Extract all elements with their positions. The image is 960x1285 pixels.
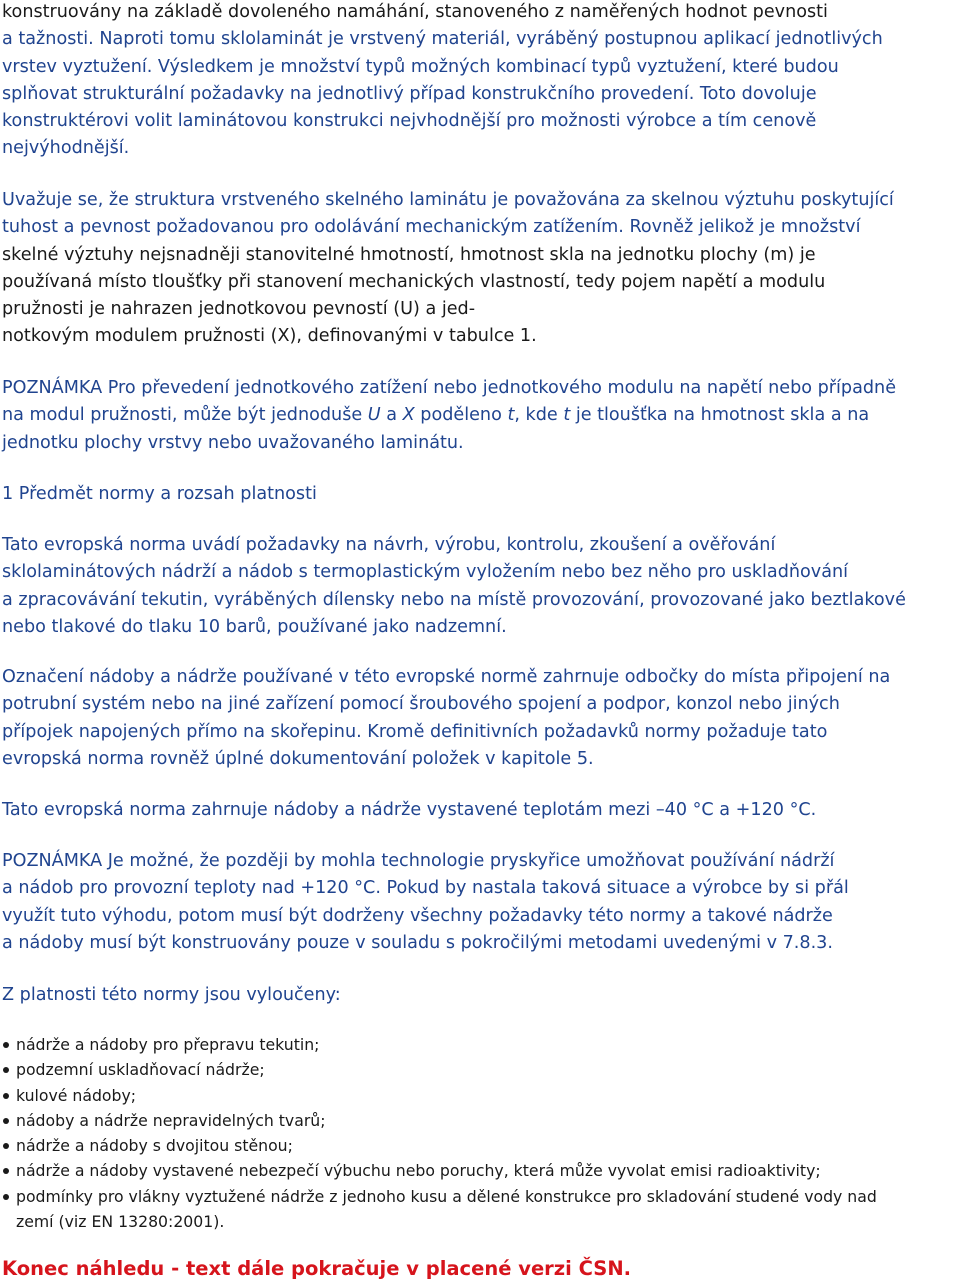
text-line: a zpracovávání tekutin, vyráběných dílensky nebo na místě provozování, provozované jako beztlakové	[2, 589, 906, 610]
text-line: evropská norma rovněž úplné dokumentování položek v kapitole 5.	[2, 748, 594, 769]
paragraph-vessel-definition	[2, 664, 890, 773]
text-line: přípojek napojených přímo na skořepinu. Kromě definitivních požadavků normy požaduje tato	[2, 721, 828, 742]
bullet-icon	[3, 1067, 9, 1073]
paragraph-temperature-range	[2, 797, 816, 824]
preview-end-text: Konec náhledu - text dále pokračuje v placené verzi ČSN.	[2, 1257, 632, 1280]
bullet-icon	[3, 1118, 9, 1124]
text-line: skelné výztuhy nejsnadněji stanovitelné hmotností, hmotnost skla na jednotku plochy (m) je	[2, 244, 816, 265]
section-heading-text: 1 Předmět normy a rozsah platnosti	[2, 484, 317, 504]
text-line: POZNÁMKA Pro převedení jednotkového zatížení nebo jednotkového modulu na napětí nebo případně	[2, 378, 897, 398]
text-line: a nádob pro provozní teploty nad +120 °C. Pokud by nastala taková situace a výrobce by si přál	[2, 878, 849, 899]
bullet-icon	[3, 1143, 9, 1149]
bullet-icon	[3, 1042, 9, 1048]
text-line: a tažnosti. Naproti tomu sklolaminát je vrstvený materiál, vyráběný postupnou aplikací jednotlivých	[2, 29, 883, 50]
text-line: potrubní systém nebo na jiné zařízení pomocí šroubového spojení a podpor, konzol nebo jiných	[2, 694, 840, 715]
text-line: Tato evropská norma zahrnuje nádoby a nádrže vystavené teplotám mezi –40 °C a +120 °C.	[2, 800, 817, 820]
text-line: vrstev vyztužení. Výsledkem je množství typů možných kombinací typů vyztužení, které budou	[2, 56, 839, 77]
list-item: kulové nádoby;	[2, 1083, 960, 1108]
text-line: sklolaminátových nádrží a nádob s termoplastickým vyložením nebo bez něho pro uskladňování	[2, 562, 849, 583]
text-line: jednotku plochy vrstvy nebo uvažovaného laminátu.	[2, 432, 464, 453]
section-heading	[2, 481, 317, 508]
text-line: pružnosti je nahrazen jednotkovou pevností (U) a jed-	[2, 299, 476, 320]
text-line: Z platnosti této normy jsou vyloučeny:	[2, 985, 341, 1005]
paragraph-laminate-structure	[2, 187, 894, 351]
text-line: splňovat strukturální požadavky na jednotlivý případ konstrukčního provedení. Toto dovoluje	[2, 83, 817, 104]
list-item: nádrže a nádoby s dvojitou stěnou;	[2, 1133, 960, 1158]
text-line: na modul pružnosti, může být jednoduše U a X poděleno t, kde t je tloušťka na hmotnost skla a na	[2, 405, 870, 426]
text-line: Označení nádoby a nádrže používané v této evropské normě zahrnuje odbočky do místa připojení na	[2, 667, 891, 687]
text-line: tuhost a pevnost požadovanou pro odolávání mechanickým zatížením. Rovněž jelikož je množství	[2, 217, 861, 238]
preview-end-notice	[2, 1256, 631, 1282]
list-item: nádoby a nádrže nepravidelných tvarů;	[2, 1108, 960, 1133]
paragraph-intro	[2, 0, 883, 163]
symbol-t: t	[507, 405, 515, 426]
bullet-icon	[3, 1194, 9, 1200]
symbol-u: U	[367, 405, 381, 426]
note-conversion	[2, 375, 896, 457]
exclusions-list	[2, 1032, 960, 1234]
text-line: konstruovány na základě dovoleného namáhání, stanoveného z naměřených hodnot pevnosti	[2, 2, 828, 22]
bullet-icon	[3, 1168, 9, 1174]
text-line: POZNÁMKA Je možné, že později by mohla technologie pryskyřice umožňovat používání nádrží	[2, 851, 835, 871]
list-item: podzemní uskladňovací nádrže;	[2, 1057, 960, 1082]
text-line: Tato evropská norma uvádí požadavky na návrh, výrobu, kontrolu, zkoušení a ověřování	[2, 535, 776, 555]
text-line: používaná místo tloušťky při stanovení mechanických vlastností, tedy pojem napětí a modulu	[2, 271, 826, 292]
note-temperature	[2, 848, 849, 957]
text-line: využít tuto výhodu, potom musí být dodrženy všechny požadavky této normy a takové nádrže	[2, 905, 833, 926]
list-item: nádrže a nádoby vystavené nebezpečí výbuchu nebo poruchy, která může vyvolat emisi radioaktivity;	[2, 1158, 960, 1183]
text-line: notkovým modulem pružnosti (X), definovanými v tabulce 1.	[2, 326, 537, 347]
text-line: a nádoby musí být konstruovány pouze v souladu s pokročilými metodami uvedenými v 7.8.3.	[2, 932, 833, 953]
text-line: Uvažuje se, že struktura vrstveného skelného laminátu je považována za skelnou výztuhu poskytující	[2, 190, 894, 210]
text-line: nejvýhodnější.	[2, 138, 130, 159]
text-line: nebo tlakové do tlaku 10 barů, používané jako nadzemní.	[2, 616, 507, 637]
list-item: nádrže a nádoby pro přepravu tekutin;	[2, 1032, 960, 1057]
symbol-t: t	[563, 405, 571, 426]
text-line: konstruktérovi volit laminátovou konstrukci nejvhodnější pro možnosti výrobce a tím cenově	[2, 111, 817, 132]
exclusions-intro	[2, 982, 341, 1009]
list-item: podmínky pro vlákny vyztužené nádrže z jednoho kusu a dělené konstrukce pro skladování studené vody nad zemí (viz EN 13280:2001).	[2, 1184, 960, 1235]
paragraph-scope	[2, 532, 906, 641]
bullet-icon	[3, 1093, 9, 1099]
symbol-x: X	[402, 405, 415, 426]
